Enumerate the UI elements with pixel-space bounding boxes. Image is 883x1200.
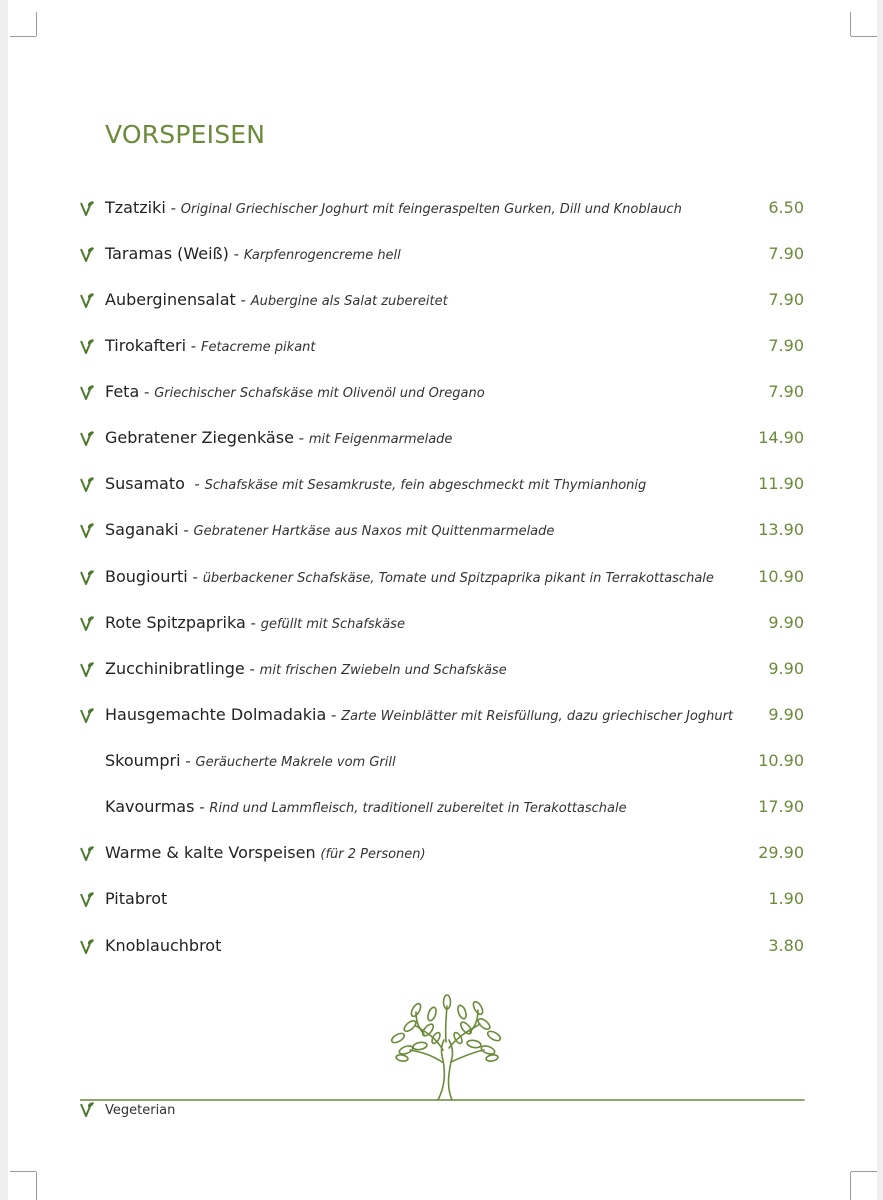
- item-name: Saganaki: [105, 520, 179, 539]
- item-description: Gebratener Hartkäse aus Naxos mit Quittenmarmelade: [193, 524, 555, 539]
- menu-item: [0, 751, 883, 775]
- item-name: Tirokafteri: [105, 336, 187, 355]
- item-price: 10.90: [758, 751, 804, 770]
- item-line: [105, 428, 452, 447]
- item-name: Zucchinibratlinge: [105, 659, 245, 678]
- menu-item: [0, 520, 883, 544]
- item-line: [105, 843, 426, 862]
- item-name: Skoumpri: [105, 751, 181, 770]
- crop-mark: [36, 1172, 37, 1200]
- crop-mark: [10, 36, 36, 37]
- menu-item: [0, 843, 883, 867]
- menu-item: [0, 290, 883, 314]
- crop-mark: [850, 1172, 851, 1200]
- item-name: Auberginensalat: [105, 290, 236, 309]
- menu-item: [0, 198, 883, 222]
- item-description: mit Feigenmarmelade: [308, 432, 453, 447]
- item-description: Original Griechischer Joghurt mit feingeraspelten Gurken, Dill und Knoblauch: [180, 202, 682, 217]
- menu-item: [0, 936, 883, 960]
- menu-item: [0, 428, 883, 452]
- item-line: [105, 474, 646, 493]
- vegetarian-icon: [79, 661, 95, 679]
- item-price: 3.80: [768, 936, 804, 955]
- item-description: (für 2 Personen): [320, 847, 426, 862]
- item-price: 17.90: [758, 797, 804, 816]
- item-description: Rind und Lammfleisch, traditionell zubereitet in Terakottaschale: [209, 801, 627, 816]
- item-name: Hausgemachte Dolmadakia: [105, 705, 327, 724]
- menu-item: [0, 336, 883, 360]
- item-price: 29.90: [758, 843, 804, 862]
- item-name: Rote Spitzpaprika: [105, 613, 246, 632]
- vegetarian-icon: [79, 891, 95, 909]
- page-edge-left: [0, 0, 8, 1200]
- item-description: Fetacreme pikant: [200, 340, 316, 355]
- page-edge-right: [877, 0, 883, 1200]
- vegetarian-icon: [79, 615, 95, 633]
- crop-mark: [850, 12, 851, 36]
- item-separator: -: [180, 752, 196, 770]
- item-name: Tzatziki: [105, 198, 166, 217]
- vegetarian-icon: [79, 938, 95, 956]
- item-description: Zarte Weinblätter mit Reisfüllung, dazu griechischer Joghurt: [341, 709, 734, 724]
- vegetarian-icon: [79, 338, 95, 356]
- crop-mark: [10, 1171, 36, 1172]
- item-line: [105, 659, 507, 678]
- item-price: 7.90: [768, 290, 804, 309]
- vegetarian-icon: [79, 430, 95, 448]
- item-separator: -: [245, 614, 261, 632]
- item-separator: -: [178, 521, 194, 539]
- item-line: [105, 936, 221, 955]
- menu-item: [0, 382, 883, 406]
- crop-mark: [851, 36, 877, 37]
- item-line: [105, 520, 554, 539]
- item-description: Schafskäse mit Sesamkruste, fein abgeschmeckt mit Thymianhonig: [204, 478, 647, 493]
- item-separator: -: [228, 245, 244, 263]
- item-line: [105, 567, 714, 586]
- item-price: 9.90: [768, 705, 804, 724]
- item-description: Aubergine als Salat zubereitet: [250, 294, 448, 309]
- item-price: 10.90: [758, 567, 804, 586]
- item-price: 9.90: [768, 613, 804, 632]
- item-price: 1.90: [768, 889, 804, 908]
- item-name: Taramas (Weiß): [105, 244, 229, 263]
- vegetarian-icon: [79, 1101, 95, 1119]
- item-name: Pitabrot: [105, 889, 168, 908]
- item-separator: -: [293, 429, 309, 447]
- item-name: Gebratener Ziegenkäse: [105, 428, 294, 447]
- item-line: [105, 244, 401, 263]
- item-name: Bougiourti: [105, 567, 188, 586]
- item-separator: -: [165, 199, 181, 217]
- menu-item: [0, 705, 883, 729]
- vegetarian-icon: [79, 522, 95, 540]
- menu-item: [0, 567, 883, 591]
- menu-item: [0, 659, 883, 683]
- item-separator: -: [244, 660, 260, 678]
- vegetarian-icon: [79, 845, 95, 863]
- item-separator: -: [326, 706, 342, 724]
- item-line: [105, 290, 448, 309]
- item-price: 7.90: [768, 244, 804, 263]
- vegetarian-icon: [79, 200, 95, 218]
- item-description: Griechischer Schafskäse mit Olivenöl und Oregano: [154, 386, 485, 401]
- vegetarian-icon: [79, 384, 95, 402]
- item-separator: -: [235, 291, 251, 309]
- item-price: 7.90: [768, 382, 804, 401]
- item-name: Knoblauchbrot: [105, 936, 222, 955]
- item-line: [105, 889, 167, 908]
- item-description: mit frischen Zwiebeln und Schafskäse: [259, 663, 507, 678]
- item-line: [105, 336, 316, 355]
- crop-mark: [851, 1171, 877, 1172]
- item-price: 13.90: [758, 520, 804, 539]
- item-separator: -: [187, 568, 203, 586]
- item-separator: -: [184, 475, 205, 493]
- vegetarian-icon: [79, 569, 95, 587]
- item-description: Geräucherte Makrele vom Grill: [195, 755, 396, 770]
- item-price: 6.50: [768, 198, 804, 217]
- item-price: 7.90: [768, 336, 804, 355]
- item-line: [105, 613, 405, 632]
- item-price: 14.90: [758, 428, 804, 447]
- item-description: überbackener Schafskäse, Tomate und Spitzpaprika pikant in Terrakottaschale: [202, 571, 714, 586]
- item-line: [105, 705, 733, 724]
- tree-illustration: [80, 990, 806, 1105]
- section-title: VORSPEISEN: [105, 120, 266, 149]
- item-line: [105, 198, 682, 217]
- vegetarian-icon: [79, 246, 95, 264]
- menu-item: [0, 244, 883, 268]
- menu-item: [0, 889, 883, 913]
- item-price: 11.90: [758, 474, 804, 493]
- menu-item: [0, 613, 883, 637]
- item-description: Karpfenrogencreme hell: [243, 248, 401, 263]
- item-description: gefüllt mit Schafskäse: [260, 617, 405, 632]
- vegetarian-icon: [79, 707, 95, 725]
- item-separator: -: [194, 798, 210, 816]
- item-name: Susamato: [105, 474, 185, 493]
- item-name: Warme & kalte Vorspeisen: [105, 843, 316, 862]
- vegetarian-icon: [79, 292, 95, 310]
- legend-label: Vegeterian: [105, 1103, 176, 1118]
- item-name: Kavourmas: [105, 797, 195, 816]
- item-separator: -: [186, 337, 201, 355]
- item-name: Feta: [105, 382, 140, 401]
- menu-item: [0, 797, 883, 821]
- item-line: [105, 797, 627, 816]
- item-line: [105, 751, 396, 770]
- item-line: [105, 382, 485, 401]
- item-price: 9.90: [768, 659, 804, 678]
- menu-item: [0, 474, 883, 498]
- crop-mark: [36, 12, 37, 36]
- item-separator: -: [139, 383, 155, 401]
- vegetarian-icon: [79, 476, 95, 494]
